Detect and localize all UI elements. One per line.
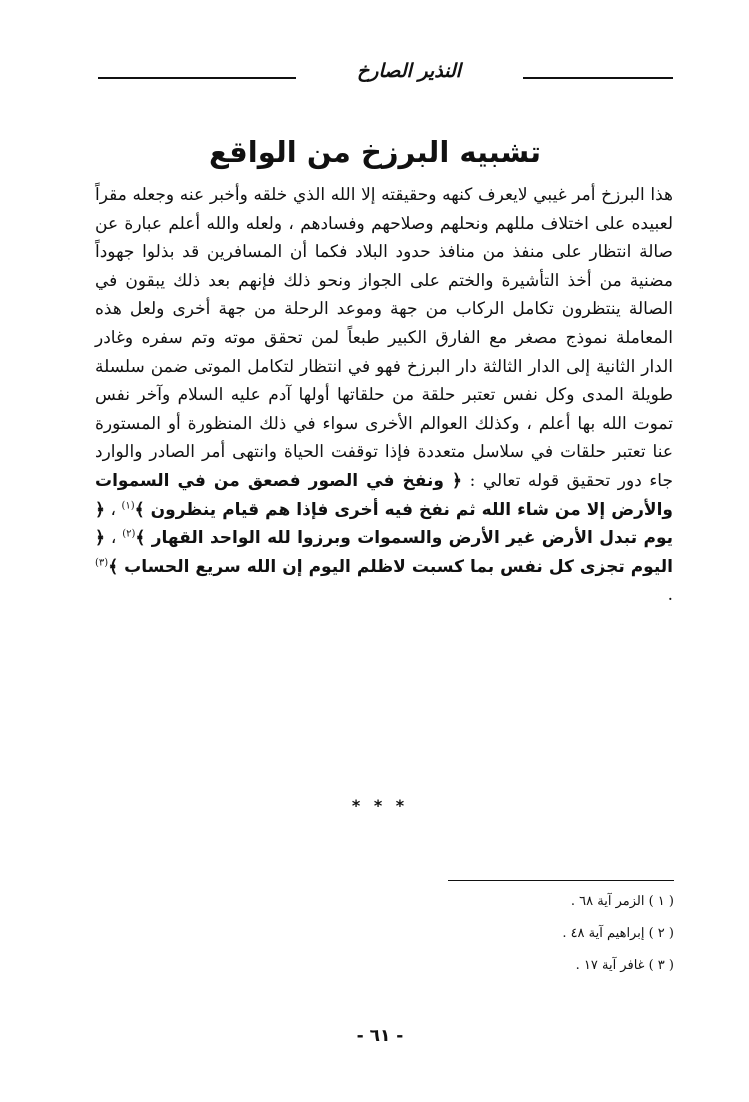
footnote-ref-3: (٣) [95, 557, 109, 569]
footnote-ref-1: (١) [121, 499, 135, 511]
body-text-end: . [667, 585, 673, 606]
header-title: النذير الصارخ [357, 60, 461, 82]
page-number: - ٦١ - [356, 1026, 404, 1046]
separator-comma-1: ، [104, 499, 122, 520]
footnote-rule [448, 880, 674, 881]
header-rule-left [98, 77, 296, 79]
footnote-2: ( ٢ ) إبراهيم آية ٤٨ . [562, 926, 674, 941]
section-separator: * * * [351, 796, 409, 815]
header-rule-right [523, 77, 673, 79]
quran-verse-3: ﴿ اليوم تجزى كل نفس بما كسبت لاظلم اليوم إن الله سريع الحساب ﴾ [95, 528, 673, 577]
footnote-1: ( ١ ) الزمر آية ٦٨ . [570, 894, 674, 909]
footnotes [400, 890, 674, 986]
body-paragraph [95, 181, 673, 610]
chapter-title: تشبيه البرزخ من الواقع [208, 135, 542, 169]
quran-verse-2: ﴿ يوم تبدل الأرض غير الأرض والسموات وبرزوا لله الواحد القهار ﴾ [95, 499, 674, 549]
separator-comma-2: ، [104, 528, 123, 549]
footnote-3: ( ٣ ) غافر آية ١٧ . [575, 958, 674, 973]
quran-verse-1: ﴿ ونفخ في الصور فصعق من في السموات والأرض إلا من شاء الله ثم نفخ فيه أخرى فإذا هم قيام ينظرون ﴾ [95, 470, 673, 520]
footnote-ref-2: (٢) [122, 528, 136, 540]
running-header [98, 58, 673, 86]
body-text-intro: هذا البرزخ أمر غيبي لايعرف كنهه وحقيقته إلا الله الذي خلقه وأخبر عنه وجعله مقراً لعبيده على اختلاف مللهم ونحلهم وصلاحهم وفسادهم ، ولعله والله أعلم عبارة عن صالة انتظار على منفذ من منافذ حدود البلاد فكما أن المسافرين قد بذلوا جهوداً مضنية من أخذ التأشيرة والختم على الجواز ونحو ذلك فإنهم بعد ذلك يبقون في الصالة ينتظرون تكامل الركاب من جهة وموعد الرحلة من جهة أخرى ولعل هذه المعاملة نموذج مصغر مع الفارق الكبير طبعاً لمن تحقق موته وتم سفره وغادر الدار الثانية إلى الدار الثالثة دار البرزخ فهو في انتظار لتكامل الموتى ضمن سلسلة طويلة المدى وكل نفس تعتبر حلقة من حلقاتها أولها آدم عليه السلام وآخر نفس تموت الله بها أعلم ، وكذلك العوالم الأخرى سواء في ذلك المنظورة أو المستورة عنا تعتبر حلقات في سلاسل متعددة فإذا توقفت الحياة وانتهى أمر الصادر والوارد جاء دور تحقيق قوله تعالي : [95, 185, 673, 491]
